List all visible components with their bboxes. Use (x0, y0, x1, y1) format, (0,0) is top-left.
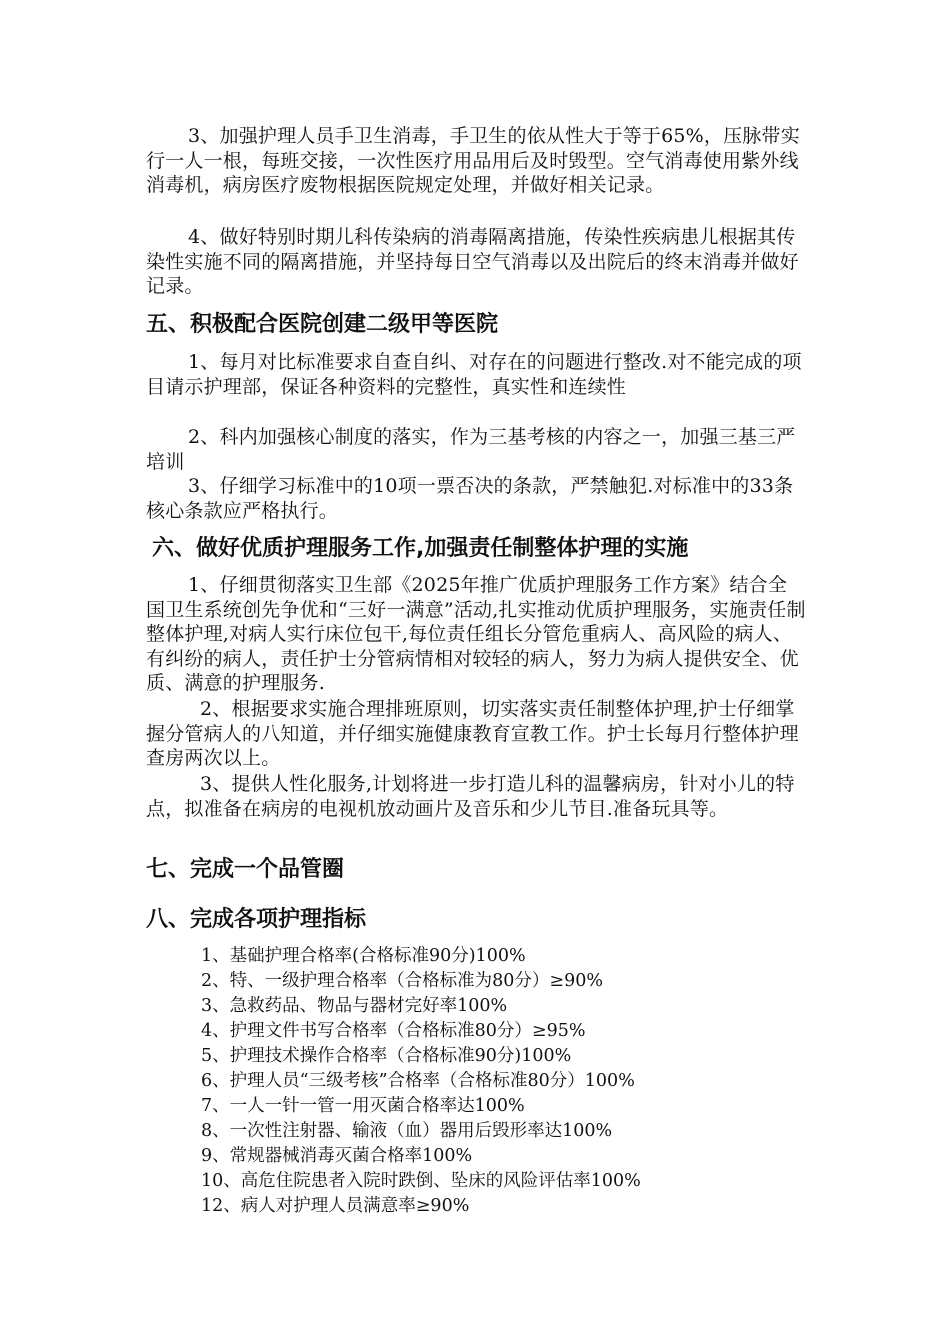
list-item: 4、护理文件书写合格率（合格标准80分）≥95% (201, 1021, 586, 1041)
list-item: 7、一人一针一管一用灭菌合格率达100% (201, 1096, 525, 1116)
section-heading: 八、完成各项护理指标 (146, 907, 367, 932)
list-item: 10、高危住院患者入院时跌倒、坠床的风险评估率100% (201, 1171, 641, 1191)
paragraph: 2、科内加强核心制度的落实，作为三基考核的内容之一，加强三基三严培训 (146, 426, 796, 473)
paragraph: 1、每月对比标准要求自查自纠、对存在的问题进行整改.对不能完成的项目请示护理部，保证各种资料的完整性，真实性和连续性 (146, 351, 802, 398)
paragraph: 4、做好特别时期儿科传染病的消毒隔离措施，传染性疾病患儿根据其传染性实施不同的隔离措施，并坚持每日空气消毒以及出院后的终末消毒并做好记录。 (146, 226, 799, 298)
list-item: 1、基础护理合格率(合格标准90分)100% (201, 946, 526, 966)
list-item: 2、特、一级护理合格率（合格标准为80分）≥90% (201, 971, 603, 991)
paragraph: 3、仔细学习标准中的10项一票否决的条款，严禁触犯.对标准中的33条核心条款应严格执行。 (146, 475, 794, 522)
list-item: 9、常规器械消毒灭菌合格率100% (201, 1146, 473, 1166)
paragraph: 1、仔细贯彻落实卫生部《2025年推广优质护理服务工作方案》结合全国卫生系统创先争优和“三好一满意”活动,扎实推动优质护理服务，实施责任制整体护理,对病人实行床位包干,每位责任组长分管危重病人、高风险的病人、有纠纷的病人，责任护士分管病情相对较轻的病人，努力为病人提供安全、优质、满意的护理服务. (146, 574, 806, 695)
list-item: 5、护理技术操作合格率（合格标准90分)100% (201, 1046, 572, 1066)
section-heading: 五、积极配合医院创建二级甲等医院 (146, 312, 499, 337)
paragraph: 2、根据要求实施合理排班原则，切实落实责任制整体护理,护士仔细掌握分管病人的八知道，并仔细实施健康教育宣教工作。护士长每月行整体护理查房两次以上。 (146, 698, 799, 770)
list-item: 6、护理人员“三级考核”合格率（合格标准80分）100% (201, 1071, 635, 1091)
paragraph: 3、提供人性化服务,计划将进一步打造儿科的温馨病房，针对小儿的特点，拟准备在病房的电视机放动画片及音乐和少儿节目.准备玩具等。 (146, 773, 795, 820)
section-heading: 六、做好优质护理服务工作,加强责任制整体护理的实施 (152, 536, 689, 561)
list-item: 12、病人对护理人员满意率≥90% (201, 1196, 470, 1216)
paragraph: 3、加强护理人员手卫生消毒，手卫生的依从性大于等于65%，压脉带实行一人一根，每班交接，一次性医疗用品用后及时毁型。空气消毒使用紫外线消毒机，病房医疗废物根据医院规定处理，并做好相关记录。 (146, 125, 800, 197)
section-heading: 七、完成一个品管圈 (146, 857, 345, 882)
list-item: 3、急救药品、物品与器材完好率100% (201, 996, 508, 1016)
list-item: 8、一次性注射器、输液（血）器用后毁形率达100% (201, 1121, 613, 1141)
